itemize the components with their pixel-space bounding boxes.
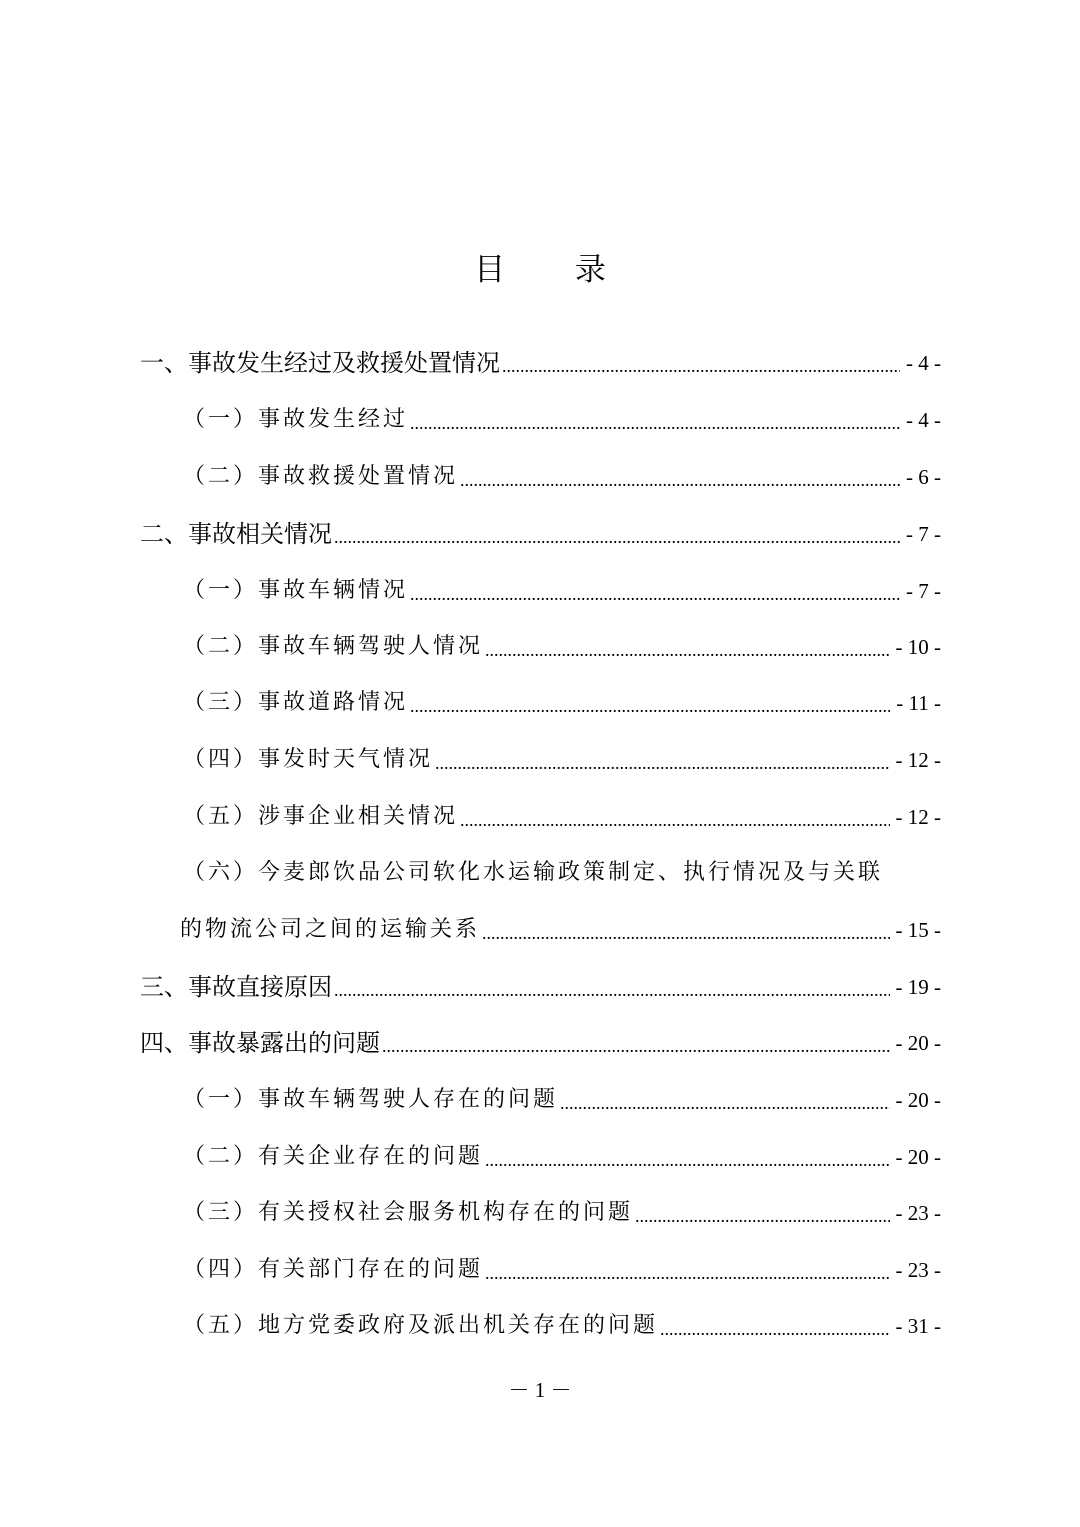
toc-entry-section-3[interactable] bbox=[140, 954, 941, 1002]
toc-entry-4-2[interactable] bbox=[183, 1124, 941, 1172]
toc-leader-dots bbox=[435, 751, 889, 775]
toc-page-number: - 4 - bbox=[906, 408, 941, 432]
toc-page-number: - 7 - bbox=[906, 579, 941, 603]
toc-leader-dots bbox=[502, 354, 900, 378]
toc-leader-dots bbox=[660, 1317, 889, 1341]
toc-leader-dots bbox=[560, 1091, 889, 1115]
toc-page-number: - 6 - bbox=[906, 465, 941, 489]
toc-entry-2-6-continued[interactable] bbox=[180, 897, 941, 945]
toc-entry-section-2[interactable] bbox=[140, 501, 941, 549]
toc-page-number: - 20 - bbox=[895, 1145, 941, 1169]
toc-entry-4-3[interactable] bbox=[183, 1180, 941, 1228]
toc-entry-text: （一）事故车辆驾驶人存在的问题 bbox=[183, 1087, 559, 1112]
toc-entry-2-2[interactable] bbox=[183, 614, 941, 662]
toc-leader-dots bbox=[460, 468, 900, 492]
toc-entry-section-1[interactable] bbox=[140, 330, 941, 378]
toc-entry-2-4[interactable] bbox=[183, 727, 941, 775]
toc-page-number: - 11 - bbox=[896, 691, 941, 715]
page-title: 目 录 bbox=[474, 252, 636, 288]
toc-entry-text: （六）今麦郎饮品公司软化水运输政策制定、执行情况及与关联 bbox=[183, 860, 884, 885]
toc-entry-1-1[interactable] bbox=[183, 387, 941, 435]
toc-entry-text: （一）事故车辆情况 bbox=[183, 578, 409, 603]
toc-leader-dots bbox=[334, 978, 890, 1002]
toc-entry-2-1[interactable] bbox=[183, 558, 941, 606]
toc-entry-text: （五）地方党委政府及派出机关存在的问题 bbox=[183, 1313, 659, 1338]
toc-entry-text: （四）事发时天气情况 bbox=[183, 747, 434, 772]
toc-entry-text: 一、事故发生经过及救援处置情况 bbox=[140, 349, 500, 377]
toc-entry-text: 二、事故相关情况 bbox=[140, 520, 332, 548]
toc-entry-text: 三、事故直接原因 bbox=[140, 973, 332, 1001]
toc-leader-dots bbox=[410, 694, 890, 718]
toc-page-number: - 31 - bbox=[895, 1314, 941, 1338]
toc-leader-dots bbox=[485, 1148, 889, 1172]
toc-entry-1-2[interactable] bbox=[183, 444, 941, 492]
toc-page-number: - 23 - bbox=[895, 1258, 941, 1282]
toc-page-number: - 7 - bbox=[906, 522, 941, 546]
toc-page-number: - 20 - bbox=[895, 1088, 941, 1112]
toc-leader-dots bbox=[460, 808, 889, 832]
toc-page-number: - 23 - bbox=[895, 1201, 941, 1225]
toc-leader-dots bbox=[482, 921, 889, 945]
toc-page-number: - 19 - bbox=[895, 975, 941, 999]
toc-leader-dots bbox=[485, 1261, 889, 1285]
toc-leader-dots bbox=[382, 1034, 890, 1058]
toc-leader-dots bbox=[485, 638, 889, 662]
toc-entry-text: （二）事故救援处置情况 bbox=[183, 464, 459, 489]
toc-entry-text: 四、事故暴露出的问题 bbox=[140, 1029, 380, 1057]
toc-leader-dots bbox=[635, 1204, 889, 1228]
toc-entry-2-6[interactable] bbox=[183, 840, 941, 888]
toc-entry-4-1[interactable] bbox=[183, 1067, 941, 1115]
page-footer-number: － 1 － bbox=[508, 1378, 572, 1402]
toc-entry-4-5[interactable] bbox=[183, 1293, 941, 1341]
toc-entry-text: （五）涉事企业相关情况 bbox=[183, 804, 459, 829]
toc-page-number: - 10 - bbox=[895, 635, 941, 659]
toc-leader-dots bbox=[410, 411, 900, 435]
toc-page-number: - 4 - bbox=[906, 351, 941, 375]
toc-entry-text: （二）有关企业存在的问题 bbox=[183, 1144, 484, 1169]
toc-page-number: - 12 - bbox=[895, 748, 941, 772]
toc-entry-2-5[interactable] bbox=[183, 784, 941, 832]
toc-page-number: - 15 - bbox=[895, 918, 941, 942]
toc-entry-text: （四）有关部门存在的问题 bbox=[183, 1257, 484, 1282]
toc-leader-dots bbox=[410, 582, 900, 606]
toc-entry-text: （三）有关授权社会服务机构存在的问题 bbox=[183, 1200, 634, 1225]
toc-entry-text: （二）事故车辆驾驶人情况 bbox=[183, 634, 484, 659]
toc-entry-4-4[interactable] bbox=[183, 1237, 941, 1285]
toc-entry-text: 的物流公司之间的运输关系 bbox=[180, 917, 481, 942]
toc-entry-text: （一）事故发生经过 bbox=[183, 407, 409, 432]
toc-entry-text: （三）事故道路情况 bbox=[183, 690, 409, 715]
toc-entry-2-3[interactable] bbox=[183, 670, 941, 718]
toc-entry-section-4[interactable] bbox=[140, 1010, 941, 1058]
toc-leader-dots bbox=[334, 525, 900, 549]
toc-page-number: - 12 - bbox=[895, 805, 941, 829]
toc-page-number: - 20 - bbox=[895, 1031, 941, 1055]
